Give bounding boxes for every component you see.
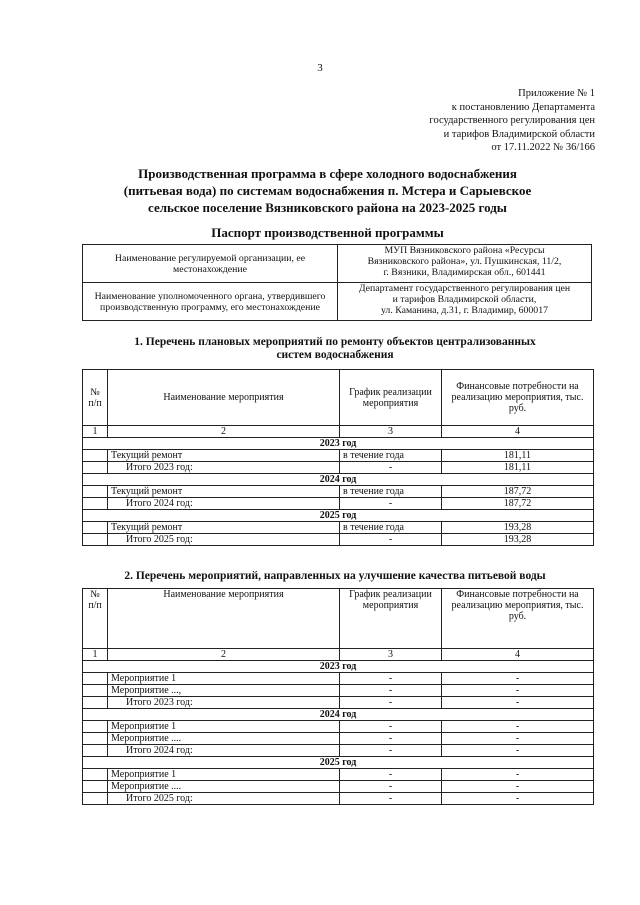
item-schedule: - bbox=[340, 781, 442, 793]
col-num-header: № п/п bbox=[83, 589, 108, 649]
table-row bbox=[83, 673, 594, 685]
col-schedule-header: График реализации мероприятия bbox=[340, 370, 442, 426]
total-value: - bbox=[442, 745, 594, 757]
total-row bbox=[83, 697, 594, 709]
total-schedule: - bbox=[340, 745, 442, 757]
total-label: Итого 2025 год: bbox=[108, 793, 340, 805]
row-num bbox=[83, 721, 108, 733]
col-number: 3 bbox=[340, 649, 442, 661]
repair-table bbox=[82, 369, 594, 546]
col-schedule-header: График реализации мероприятия bbox=[340, 589, 442, 649]
item-value: 187,72 bbox=[442, 486, 594, 498]
table-row bbox=[83, 733, 594, 745]
total-schedule: - bbox=[340, 793, 442, 805]
passport-row bbox=[83, 245, 592, 283]
year-row bbox=[83, 757, 594, 769]
item-schedule: в течение года bbox=[340, 522, 442, 534]
row-num bbox=[83, 450, 108, 462]
table-row bbox=[83, 721, 594, 733]
row-num bbox=[83, 462, 108, 474]
item-schedule: в течение года bbox=[340, 450, 442, 462]
passport-value bbox=[338, 283, 592, 321]
col-name-header: Наименование мероприятия bbox=[108, 370, 340, 426]
appendix-line: и тарифов Владимирской области bbox=[443, 128, 595, 140]
item-name: Текущий ремонт bbox=[108, 450, 340, 462]
total-row bbox=[83, 534, 594, 546]
row-num bbox=[83, 522, 108, 534]
value-line: и тарифов Владимирской области, bbox=[392, 294, 537, 305]
total-value: 187,72 bbox=[442, 498, 594, 510]
row-num bbox=[83, 769, 108, 781]
appendix-line: Приложение № 1 bbox=[518, 88, 595, 99]
col-finance-header: Финансовые потребности на реализацию мероприятия, тыс. руб. bbox=[442, 589, 594, 649]
title-line: систем водоснабжения bbox=[276, 349, 394, 361]
row-num bbox=[83, 745, 108, 757]
title-line: 1. Перечень плановых мероприятий по ремонту объектов централизованных bbox=[134, 336, 536, 348]
total-label: Итого 2024 год: bbox=[108, 745, 340, 757]
item-schedule: - bbox=[340, 721, 442, 733]
item-value: - bbox=[442, 721, 594, 733]
col-number: 2 bbox=[108, 649, 340, 661]
item-name: Мероприятие 1 bbox=[108, 721, 340, 733]
table-row bbox=[83, 685, 594, 697]
passport-value bbox=[338, 245, 592, 283]
total-label: Итого 2023 год: bbox=[108, 697, 340, 709]
year-label: 2025 год bbox=[83, 757, 594, 769]
value-line: МУП Вязниковского района «Ресурсы bbox=[384, 245, 545, 256]
row-num bbox=[83, 534, 108, 546]
title-line: (питьевая вода) по системам водоснабжения п. Мстера и Сарыевское bbox=[123, 183, 532, 198]
passport-label: Наименование регулируемой организации, ее местонахождение bbox=[83, 245, 338, 283]
header-row bbox=[83, 589, 594, 649]
col-number: 1 bbox=[83, 426, 108, 438]
item-schedule: - bbox=[340, 685, 442, 697]
passport-title: Паспорт производственной программы bbox=[211, 225, 444, 240]
row-num bbox=[83, 781, 108, 793]
page-number: 3 bbox=[317, 62, 323, 74]
total-schedule: - bbox=[340, 697, 442, 709]
item-name: Мероприятие 1 bbox=[108, 673, 340, 685]
total-value: 181,11 bbox=[442, 462, 594, 474]
item-name: Мероприятие ..., bbox=[108, 685, 340, 697]
total-schedule: - bbox=[340, 534, 442, 546]
total-label: Итого 2025 год: bbox=[108, 534, 340, 546]
row-num bbox=[83, 697, 108, 709]
item-value: 193,28 bbox=[442, 522, 594, 534]
title-line: Производственная программа в сфере холодного водоснабжения bbox=[138, 166, 517, 181]
year-label: 2024 год bbox=[83, 709, 594, 721]
year-row bbox=[83, 438, 594, 450]
col-finance-header: Финансовые потребности на реализацию мероприятия, тыс. руб. bbox=[442, 370, 594, 426]
col-number-row bbox=[83, 649, 594, 661]
passport-table bbox=[82, 244, 592, 321]
total-row bbox=[83, 498, 594, 510]
passport-label: Наименование уполномоченного органа, утвердившего производственную программу, его местонахождение bbox=[83, 283, 338, 321]
row-num bbox=[83, 486, 108, 498]
item-schedule: - bbox=[340, 733, 442, 745]
row-num bbox=[83, 673, 108, 685]
table-row bbox=[83, 486, 594, 498]
col-num-header: № п/п bbox=[83, 370, 108, 426]
item-value: - bbox=[442, 769, 594, 781]
total-schedule: - bbox=[340, 462, 442, 474]
item-name: Текущий ремонт bbox=[108, 486, 340, 498]
year-label: 2025 год bbox=[83, 510, 594, 522]
total-row bbox=[83, 462, 594, 474]
appendix-line: к постановлению Департамента bbox=[451, 101, 595, 113]
item-name: Мероприятие .... bbox=[108, 733, 340, 745]
col-number: 3 bbox=[340, 426, 442, 438]
appendix-line: государственного регулирования цен bbox=[429, 115, 595, 126]
total-row bbox=[83, 745, 594, 757]
item-schedule: в течение года bbox=[340, 486, 442, 498]
col-number: 4 bbox=[442, 649, 594, 661]
col-name-header: Наименование мероприятия bbox=[108, 589, 340, 649]
item-schedule: - bbox=[340, 673, 442, 685]
value-line: Вязниковского района», ул. Пушкинская, 11/2, bbox=[367, 256, 562, 267]
col-number: 1 bbox=[83, 649, 108, 661]
total-value: 193,28 bbox=[442, 534, 594, 546]
col-number: 4 bbox=[442, 426, 594, 438]
item-name: Мероприятие .... bbox=[108, 781, 340, 793]
section1-title bbox=[75, 336, 595, 362]
year-label: 2023 год bbox=[83, 438, 594, 450]
year-label: 2023 год bbox=[83, 661, 594, 673]
total-value: - bbox=[442, 793, 594, 805]
col-number-row bbox=[83, 426, 594, 438]
year-row bbox=[83, 474, 594, 486]
item-name: Текущий ремонт bbox=[108, 522, 340, 534]
table-row bbox=[83, 522, 594, 534]
water-quality-table bbox=[82, 588, 594, 805]
header-row bbox=[83, 370, 594, 426]
row-num bbox=[83, 733, 108, 745]
total-label: Итого 2023 год: bbox=[108, 462, 340, 474]
total-row bbox=[83, 793, 594, 805]
total-value: - bbox=[442, 697, 594, 709]
item-value: 181,11 bbox=[442, 450, 594, 462]
row-num bbox=[83, 793, 108, 805]
section2-title: 2. Перечень мероприятий, направленных на улучшение качества питьевой воды bbox=[124, 570, 546, 582]
item-value: - bbox=[442, 781, 594, 793]
row-num bbox=[83, 498, 108, 510]
year-label: 2024 год bbox=[83, 474, 594, 486]
item-schedule: - bbox=[340, 769, 442, 781]
value-line: ул. Каманина, д.31, г. Владимир, 600017 bbox=[380, 305, 549, 316]
title-line: сельское поселение Вязниковского района на 2023-2025 годы bbox=[148, 200, 507, 215]
table-row bbox=[83, 769, 594, 781]
passport-row bbox=[83, 283, 592, 321]
table-row bbox=[83, 781, 594, 793]
total-schedule: - bbox=[340, 498, 442, 510]
row-num bbox=[83, 685, 108, 697]
item-name: Мероприятие 1 bbox=[108, 769, 340, 781]
year-row bbox=[83, 661, 594, 673]
item-value: - bbox=[442, 673, 594, 685]
document-title bbox=[75, 165, 580, 216]
year-row bbox=[83, 510, 594, 522]
appendix-line: от 17.11.2022 № 36/166 bbox=[491, 142, 595, 153]
item-value: - bbox=[442, 685, 594, 697]
col-number: 2 bbox=[108, 426, 340, 438]
value-line: г. Вязники, Владимирская обл., 601441 bbox=[383, 267, 546, 278]
appendix-note bbox=[385, 87, 595, 155]
item-value: - bbox=[442, 733, 594, 745]
total-label: Итого 2024 год: bbox=[108, 498, 340, 510]
value-line: Департамент государственного регулирования цен bbox=[358, 283, 571, 294]
table-row bbox=[83, 450, 594, 462]
year-row bbox=[83, 709, 594, 721]
